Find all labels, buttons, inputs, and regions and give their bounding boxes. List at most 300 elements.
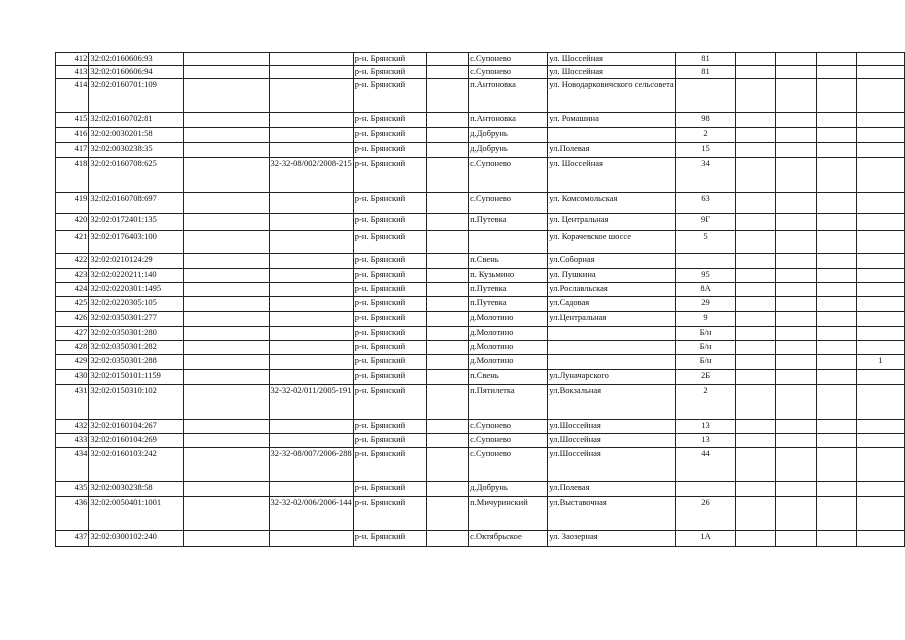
cell-district: р-н. Брянский	[353, 370, 426, 385]
cell-cad: 32:02:0172401:135	[89, 214, 184, 231]
cell-loc: п.Мичуринский	[469, 497, 548, 531]
cell-blank1	[184, 283, 269, 297]
cell-num: 423	[56, 269, 89, 283]
cell-extra1	[736, 355, 776, 370]
cell-extra4	[856, 434, 904, 448]
cell-blank2	[426, 482, 468, 497]
cell-house: Б/н	[675, 341, 736, 355]
cell-district: р-н. Брянский	[353, 434, 426, 448]
cell-district: р-н. Брянский	[353, 341, 426, 355]
cell-cad: 32:02:0160708:625	[89, 158, 184, 193]
cell-house: 34	[675, 158, 736, 193]
cell-loc: п.Свень	[469, 254, 548, 269]
cell-house	[675, 79, 736, 113]
cell-loc: с.Супонево	[469, 53, 548, 66]
table-row	[56, 254, 905, 269]
cell-street: ул.Полевая	[548, 482, 675, 497]
cell-loc	[469, 231, 548, 254]
cell-blank2	[426, 297, 468, 312]
cell-extra3	[817, 385, 857, 420]
cell-extra2	[775, 231, 816, 254]
cell-num: 436	[56, 497, 89, 531]
cell-extra2	[775, 420, 816, 434]
cell-cad: 32:02:0220211:140	[89, 269, 184, 283]
cell-num: 413	[56, 66, 89, 79]
table-row	[56, 434, 905, 448]
cell-blank1	[184, 531, 269, 547]
cell-extra3	[817, 448, 857, 482]
cell-district: р-н. Брянский	[353, 254, 426, 269]
cell-extra1	[736, 312, 776, 327]
cell-extra4	[856, 193, 904, 214]
cell-extra1	[736, 370, 776, 385]
cell-blank1	[184, 434, 269, 448]
cell-cad: 32:02:0030201:58	[89, 128, 184, 143]
cell-loc: с.Супонево	[469, 448, 548, 482]
cell-num: 414	[56, 79, 89, 113]
cell-extra2	[775, 254, 816, 269]
table-row	[56, 355, 905, 370]
cell-blank1	[184, 214, 269, 231]
cell-loc: д.Молотино	[469, 327, 548, 341]
cell-blank2	[426, 327, 468, 341]
cell-street: ул.Шоссейная	[548, 434, 675, 448]
cell-blank2	[426, 283, 468, 297]
cell-num: 421	[56, 231, 89, 254]
cell-blank1	[184, 113, 269, 128]
cell-extra3	[817, 341, 857, 355]
cell-house: 44	[675, 448, 736, 482]
cell-extra4	[856, 448, 904, 482]
table-row	[56, 283, 905, 297]
table-row	[56, 269, 905, 283]
cell-street: ул.Шоссейная	[548, 448, 675, 482]
cell-loc: д.Молотино	[469, 312, 548, 327]
cell-num: 412	[56, 53, 89, 66]
cell-num: 430	[56, 370, 89, 385]
cell-district: р-н. Брянский	[353, 297, 426, 312]
cell-permit	[269, 297, 353, 312]
cell-blank1	[184, 482, 269, 497]
cell-num: 427	[56, 327, 89, 341]
cell-cad: 32:02:0220301:1495	[89, 283, 184, 297]
cell-blank1	[184, 231, 269, 254]
cell-extra2	[775, 327, 816, 341]
cell-blank2	[426, 434, 468, 448]
cell-cad: 32:02:0160104:269	[89, 434, 184, 448]
table-row	[56, 420, 905, 434]
cell-blank1	[184, 128, 269, 143]
cell-cad: 32:02:0050401:1001	[89, 497, 184, 531]
cell-blank2	[426, 448, 468, 482]
cell-extra3	[817, 66, 857, 79]
cell-street	[548, 128, 675, 143]
cell-extra1	[736, 448, 776, 482]
cell-loc: д.Молотино	[469, 341, 548, 355]
cell-extra2	[775, 158, 816, 193]
cell-permit	[269, 193, 353, 214]
cell-cad: 32:02:0160606:94	[89, 66, 184, 79]
cell-extra1	[736, 214, 776, 231]
cell-blank1	[184, 312, 269, 327]
cell-extra1	[736, 158, 776, 193]
cell-blank1	[184, 341, 269, 355]
cell-blank2	[426, 312, 468, 327]
cell-permit	[269, 420, 353, 434]
cell-house: 9Г	[675, 214, 736, 231]
cell-extra2	[775, 66, 816, 79]
cell-extra2	[775, 531, 816, 547]
table-body	[56, 53, 905, 547]
cell-extra2	[775, 312, 816, 327]
cell-extra3	[817, 158, 857, 193]
cell-street	[548, 341, 675, 355]
cell-extra2	[775, 214, 816, 231]
cell-extra4	[856, 497, 904, 531]
cell-extra1	[736, 66, 776, 79]
cell-cad: 32:02:0160103:242	[89, 448, 184, 482]
cell-permit: 32-32-08/002/2008-215	[269, 158, 353, 193]
cell-extra4	[856, 254, 904, 269]
cell-loc: п. Кузьмино	[469, 269, 548, 283]
cell-blank1	[184, 269, 269, 283]
registry-table	[55, 52, 905, 547]
cell-loc: с.Октябрьское	[469, 531, 548, 547]
cell-cad: 32:02:0150101:1159	[89, 370, 184, 385]
cell-house: 9	[675, 312, 736, 327]
cell-blank1	[184, 158, 269, 193]
cell-permit	[269, 231, 353, 254]
cell-extra4	[856, 531, 904, 547]
cell-blank1	[184, 327, 269, 341]
table-row	[56, 312, 905, 327]
cell-extra4	[856, 283, 904, 297]
cell-extra3	[817, 482, 857, 497]
cell-num: 428	[56, 341, 89, 355]
cell-num: 424	[56, 283, 89, 297]
table-row	[56, 482, 905, 497]
cell-extra2	[775, 434, 816, 448]
cell-house: 95	[675, 269, 736, 283]
cell-blank1	[184, 254, 269, 269]
cell-permit	[269, 327, 353, 341]
cell-extra1	[736, 497, 776, 531]
cell-extra1	[736, 434, 776, 448]
cell-blank2	[426, 193, 468, 214]
cell-blank2	[426, 79, 468, 113]
cell-extra4	[856, 341, 904, 355]
cell-house: 29	[675, 297, 736, 312]
cell-blank2	[426, 254, 468, 269]
cell-street: ул. Центральная	[548, 214, 675, 231]
cell-loc: с.Супонево	[469, 434, 548, 448]
cell-loc: п.Антоновка	[469, 79, 548, 113]
cell-permit: 32-32-02/006/2006-144	[269, 497, 353, 531]
cell-district: р-н. Брянский	[353, 269, 426, 283]
cell-cad: 32:02:0160702:81	[89, 113, 184, 128]
cell-cad: 32:02:0160104:267	[89, 420, 184, 434]
cell-loc: с.Супонево	[469, 158, 548, 193]
cell-extra4	[856, 214, 904, 231]
cell-num: 418	[56, 158, 89, 193]
cell-extra1	[736, 385, 776, 420]
cell-district: р-н. Брянский	[353, 158, 426, 193]
cell-street: ул. Новодарковичского сельсовета	[548, 79, 675, 113]
cell-house: Б/н	[675, 327, 736, 341]
cell-cad: 32:02:0176403:100	[89, 231, 184, 254]
cell-house: 15	[675, 143, 736, 158]
cell-loc: д.Добрунь	[469, 482, 548, 497]
cell-extra2	[775, 497, 816, 531]
table-row	[56, 385, 905, 420]
cell-num: 425	[56, 297, 89, 312]
table-row	[56, 297, 905, 312]
cell-cad: 32:02:0030238:58	[89, 482, 184, 497]
cell-district: р-н. Брянский	[353, 448, 426, 482]
cell-district: р-н. Брянский	[353, 327, 426, 341]
cell-loc: п.Путевка	[469, 297, 548, 312]
cell-street: ул. Шоссейная	[548, 53, 675, 66]
table-row	[56, 231, 905, 254]
cell-extra3	[817, 128, 857, 143]
cell-house: 13	[675, 420, 736, 434]
cell-permit	[269, 214, 353, 231]
cell-house: 5	[675, 231, 736, 254]
cell-permit	[269, 370, 353, 385]
cell-extra4	[856, 128, 904, 143]
cell-district: р-н. Брянский	[353, 66, 426, 79]
cell-house: 2	[675, 385, 736, 420]
cell-extra1	[736, 193, 776, 214]
cell-blank2	[426, 370, 468, 385]
cell-extra2	[775, 385, 816, 420]
cell-street: ул.Полевая	[548, 143, 675, 158]
cell-district: р-н. Брянский	[353, 283, 426, 297]
cell-num: 435	[56, 482, 89, 497]
cell-loc: с.Супонево	[469, 193, 548, 214]
cell-house	[675, 254, 736, 269]
cell-extra3	[817, 283, 857, 297]
cell-extra3	[817, 420, 857, 434]
cell-permit	[269, 312, 353, 327]
table-row	[56, 128, 905, 143]
cell-street: ул. Заозерная	[548, 531, 675, 547]
cell-extra1	[736, 231, 776, 254]
cell-loc: п.Путевка	[469, 214, 548, 231]
cell-extra4	[856, 370, 904, 385]
cell-extra4	[856, 113, 904, 128]
cell-extra1	[736, 113, 776, 128]
cell-extra2	[775, 370, 816, 385]
cell-street: ул. Корачевское шоссе	[548, 231, 675, 254]
cell-extra2	[775, 113, 816, 128]
cell-blank1	[184, 66, 269, 79]
cell-blank2	[426, 214, 468, 231]
cell-num: 415	[56, 113, 89, 128]
cell-street: ул. Шоссейная	[548, 66, 675, 79]
cell-extra3	[817, 231, 857, 254]
cell-extra3	[817, 193, 857, 214]
cell-num: 419	[56, 193, 89, 214]
cell-house: 63	[675, 193, 736, 214]
cell-permit	[269, 531, 353, 547]
cell-num: 434	[56, 448, 89, 482]
cell-extra1	[736, 531, 776, 547]
cell-district: р-н. Брянский	[353, 420, 426, 434]
cell-num: 416	[56, 128, 89, 143]
cell-house: 2	[675, 128, 736, 143]
cell-extra1	[736, 283, 776, 297]
cell-permit: 32-32-02/011/2005-191	[269, 385, 353, 420]
cell-extra2	[775, 482, 816, 497]
cell-extra1	[736, 482, 776, 497]
cell-permit: 32-32-08/007/2006-288	[269, 448, 353, 482]
cell-extra1	[736, 254, 776, 269]
cell-blank2	[426, 113, 468, 128]
cell-blank2	[426, 385, 468, 420]
cell-extra1	[736, 79, 776, 113]
cell-street	[548, 355, 675, 370]
cell-district: р-н. Брянский	[353, 312, 426, 327]
cell-extra2	[775, 53, 816, 66]
cell-house: 1А	[675, 531, 736, 547]
cell-extra3	[817, 79, 857, 113]
cell-extra4	[856, 327, 904, 341]
cell-house: 26	[675, 497, 736, 531]
cell-num: 437	[56, 531, 89, 547]
cell-street: ул.Шоссейная	[548, 420, 675, 434]
cell-loc: п.Антоновка	[469, 113, 548, 128]
cell-loc: д.Молотино	[469, 355, 548, 370]
cell-permit	[269, 482, 353, 497]
cell-house: 81	[675, 53, 736, 66]
cell-extra3	[817, 370, 857, 385]
table-row	[56, 370, 905, 385]
table-row	[56, 143, 905, 158]
cell-street	[548, 327, 675, 341]
cell-cad: 32:02:0160701:109	[89, 79, 184, 113]
cell-street: ул.Вокзальная	[548, 385, 675, 420]
cell-cad: 32:02:0160606:93	[89, 53, 184, 66]
cell-blank1	[184, 385, 269, 420]
cell-blank2	[426, 269, 468, 283]
cell-num: 429	[56, 355, 89, 370]
cell-blank2	[426, 355, 468, 370]
cell-extra1	[736, 327, 776, 341]
cell-extra1	[736, 420, 776, 434]
cell-extra2	[775, 79, 816, 113]
cell-extra4	[856, 231, 904, 254]
cell-extra3	[817, 312, 857, 327]
cell-permit	[269, 269, 353, 283]
cell-blank2	[426, 531, 468, 547]
cell-num: 433	[56, 434, 89, 448]
cell-extra2	[775, 269, 816, 283]
table-row	[56, 531, 905, 547]
cell-extra2	[775, 341, 816, 355]
cell-extra3	[817, 531, 857, 547]
cell-extra1	[736, 143, 776, 158]
cell-blank2	[426, 143, 468, 158]
cell-district: р-н. Брянский	[353, 231, 426, 254]
cell-extra2	[775, 355, 816, 370]
cell-extra3	[817, 434, 857, 448]
cell-street: ул.Соборная	[548, 254, 675, 269]
cell-permit	[269, 283, 353, 297]
cell-house: 81	[675, 66, 736, 79]
cell-house: 2Б	[675, 370, 736, 385]
cell-house: 13	[675, 434, 736, 448]
cell-extra3	[817, 254, 857, 269]
cell-blank1	[184, 355, 269, 370]
cell-cad: 32:02:0350301:277	[89, 312, 184, 327]
cell-district: р-н. Брянский	[353, 53, 426, 66]
cell-extra1	[736, 297, 776, 312]
cell-blank2	[426, 497, 468, 531]
cell-extra3	[817, 269, 857, 283]
cell-extra3	[817, 53, 857, 66]
cell-permit	[269, 143, 353, 158]
cell-house	[675, 482, 736, 497]
cell-street: ул. Комсомольская	[548, 193, 675, 214]
cell-street: ул.Выставочная	[548, 497, 675, 531]
cell-permit	[269, 79, 353, 113]
cell-blank2	[426, 341, 468, 355]
cell-extra1	[736, 128, 776, 143]
cell-extra1	[736, 341, 776, 355]
cell-permit	[269, 355, 353, 370]
cell-street: ул. Пушкина	[548, 269, 675, 283]
table-row	[56, 193, 905, 214]
cell-district: р-н. Брянский	[353, 193, 426, 214]
cell-extra4	[856, 79, 904, 113]
cell-street: ул. Ромашина	[548, 113, 675, 128]
cell-num: 432	[56, 420, 89, 434]
cell-extra4	[856, 66, 904, 79]
cell-district: р-н. Брянский	[353, 128, 426, 143]
cell-num: 420	[56, 214, 89, 231]
table-row	[56, 448, 905, 482]
cell-extra4	[856, 482, 904, 497]
cell-loc: с.Супонево	[469, 66, 548, 79]
cell-extra2	[775, 193, 816, 214]
cell-permit	[269, 113, 353, 128]
cell-extra4	[856, 158, 904, 193]
cell-cad: 32:02:0030238:35	[89, 143, 184, 158]
cell-house: Б/н	[675, 355, 736, 370]
cell-street: ул.Луначарского	[548, 370, 675, 385]
cell-extra3	[817, 113, 857, 128]
cell-blank2	[426, 128, 468, 143]
cell-blank1	[184, 497, 269, 531]
cell-street: ул. Шоссейная	[548, 158, 675, 193]
cell-district: р-н. Брянский	[353, 482, 426, 497]
cell-cad: 32:02:0220305:105	[89, 297, 184, 312]
cell-loc: д.Добрунь	[469, 128, 548, 143]
cell-district: р-н. Брянский	[353, 385, 426, 420]
cell-blank1	[184, 193, 269, 214]
cell-loc: с.Супонево	[469, 420, 548, 434]
table-row	[56, 341, 905, 355]
cell-cad: 32:02:0160708:697	[89, 193, 184, 214]
cell-cad: 32:02:0350301:282	[89, 341, 184, 355]
cell-extra4	[856, 297, 904, 312]
cell-blank1	[184, 297, 269, 312]
cell-loc: п.Путевка	[469, 283, 548, 297]
cell-house: 8А	[675, 283, 736, 297]
cell-extra1	[736, 269, 776, 283]
cell-blank2	[426, 158, 468, 193]
